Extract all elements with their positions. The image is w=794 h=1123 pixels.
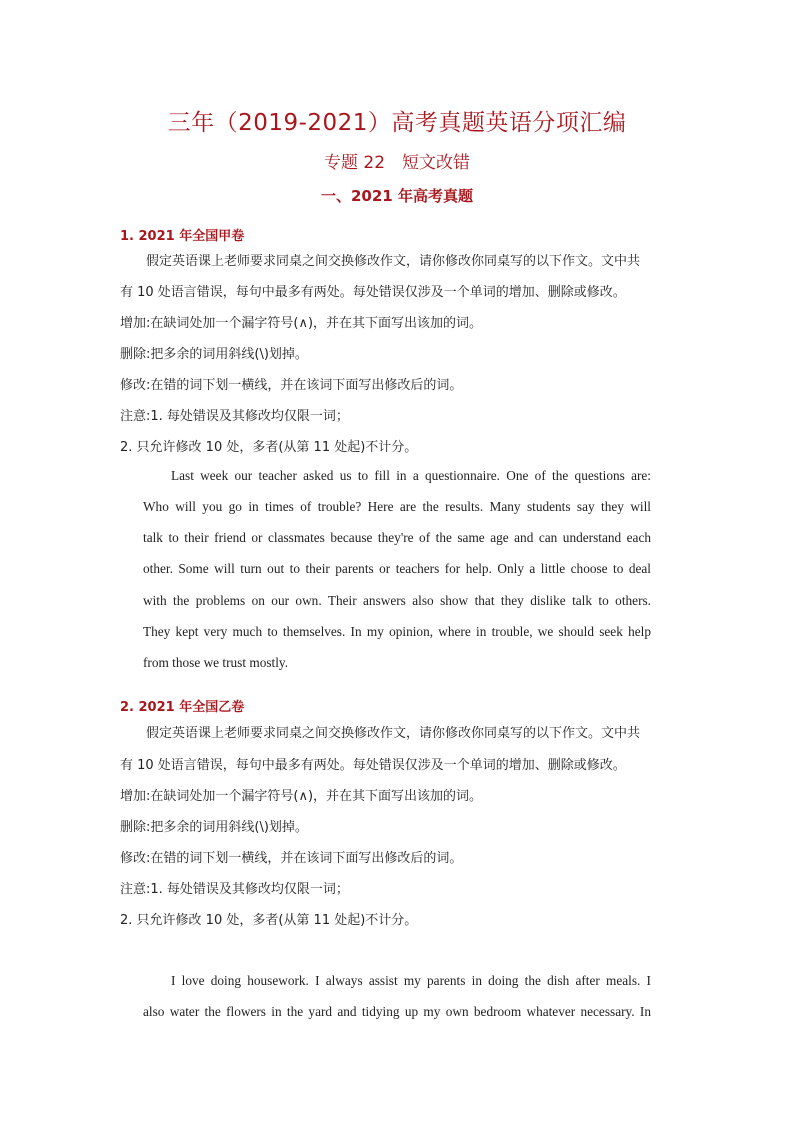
q2-passage-line: I love doing housework. I always assist my parents in doing the dish after meals. I [171, 973, 651, 988]
q1-passage-line: Who will you go in times of trouble? Here are the results. Many students say they will [143, 499, 651, 514]
document-subtitle: 专题 22 短文改错 [323, 153, 471, 173]
q1-passage-line: They kept very much to themselves. In my opinion, where in trouble, we should seek help [143, 624, 651, 639]
question-1-heading: 1. 2021 年全国甲卷 [120, 229, 245, 244]
q1-passage-line: with the problems on our own. Their answers also show that they dislike talk to others. [143, 593, 651, 608]
q1-instruction-line: 有 10 处语言错误，每句中最多有两处。每处错误仅涉及一个单词的增加、删除或修改。 [120, 285, 626, 300]
q2-instruction-line: 修改:在错的词下划一横线，并在该词下面写出修改后的词。 [120, 851, 463, 866]
q1-passage-line: Last week our teacher asked us to fill in a questionnaire. One of the questions are: [171, 468, 651, 483]
section-heading: 一、2021 年高考真题 [321, 187, 473, 205]
q2-instruction-line: 删除:把多余的词用斜线(\)划掉。 [120, 820, 308, 835]
q1-instruction-line: 注意:1. 每处错误及其修改均仅限一词； [120, 409, 349, 424]
q2-instruction-line: 假定英语课上老师要求同桌之间交换修改作文，请你修改你同桌写的以下作文。文中共 [146, 726, 641, 741]
q1-instruction-line: 修改:在错的词下划一横线，并在该词下面写出修改后的词。 [120, 378, 463, 393]
q2-instruction-line: 有 10 处语言错误，每句中最多有两处。每处错误仅涉及一个单词的增加、删除或修改。 [120, 758, 626, 773]
q2-instruction-line: 增加:在缺词处加一个漏字符号(∧)，并在其下面写出该加的词。 [120, 789, 483, 804]
q1-instruction-line: 假定英语课上老师要求同桌之间交换修改作文，请你修改你同桌写的以下作文。文中共 [146, 254, 641, 269]
q1-instruction-line: 2. 只允许修改 10 处，多者(从第 11 处起)不计分。 [120, 440, 418, 455]
q1-passage-line: other. Some will turn out to their parents or teachers for help. Only a little choose to deal [143, 561, 651, 576]
q1-instruction-line: 增加:在缺词处加一个漏字符号(∧)，并在其下面写出该加的词。 [120, 316, 483, 331]
q1-passage-line: from those we trust mostly. [143, 655, 289, 670]
document-title: 三年（2019-2021）高考真题英语分项汇编 [167, 110, 627, 136]
q1-passage-line: talk to their friend or classmates because they're of the same age and can understand each [143, 530, 651, 545]
q1-instruction-line: 删除:把多余的词用斜线(\)划掉。 [120, 347, 308, 362]
question-2-heading: 2. 2021 年全国乙卷 [120, 700, 245, 715]
q2-passage-line: also water the flowers in the yard and tidying up my own bedroom whatever necessary. In [143, 1004, 651, 1019]
q2-instruction-line: 2. 只允许修改 10 处，多者(从第 11 处起)不计分。 [120, 913, 418, 928]
q2-instruction-line: 注意:1. 每处错误及其修改均仅限一词； [120, 882, 349, 897]
